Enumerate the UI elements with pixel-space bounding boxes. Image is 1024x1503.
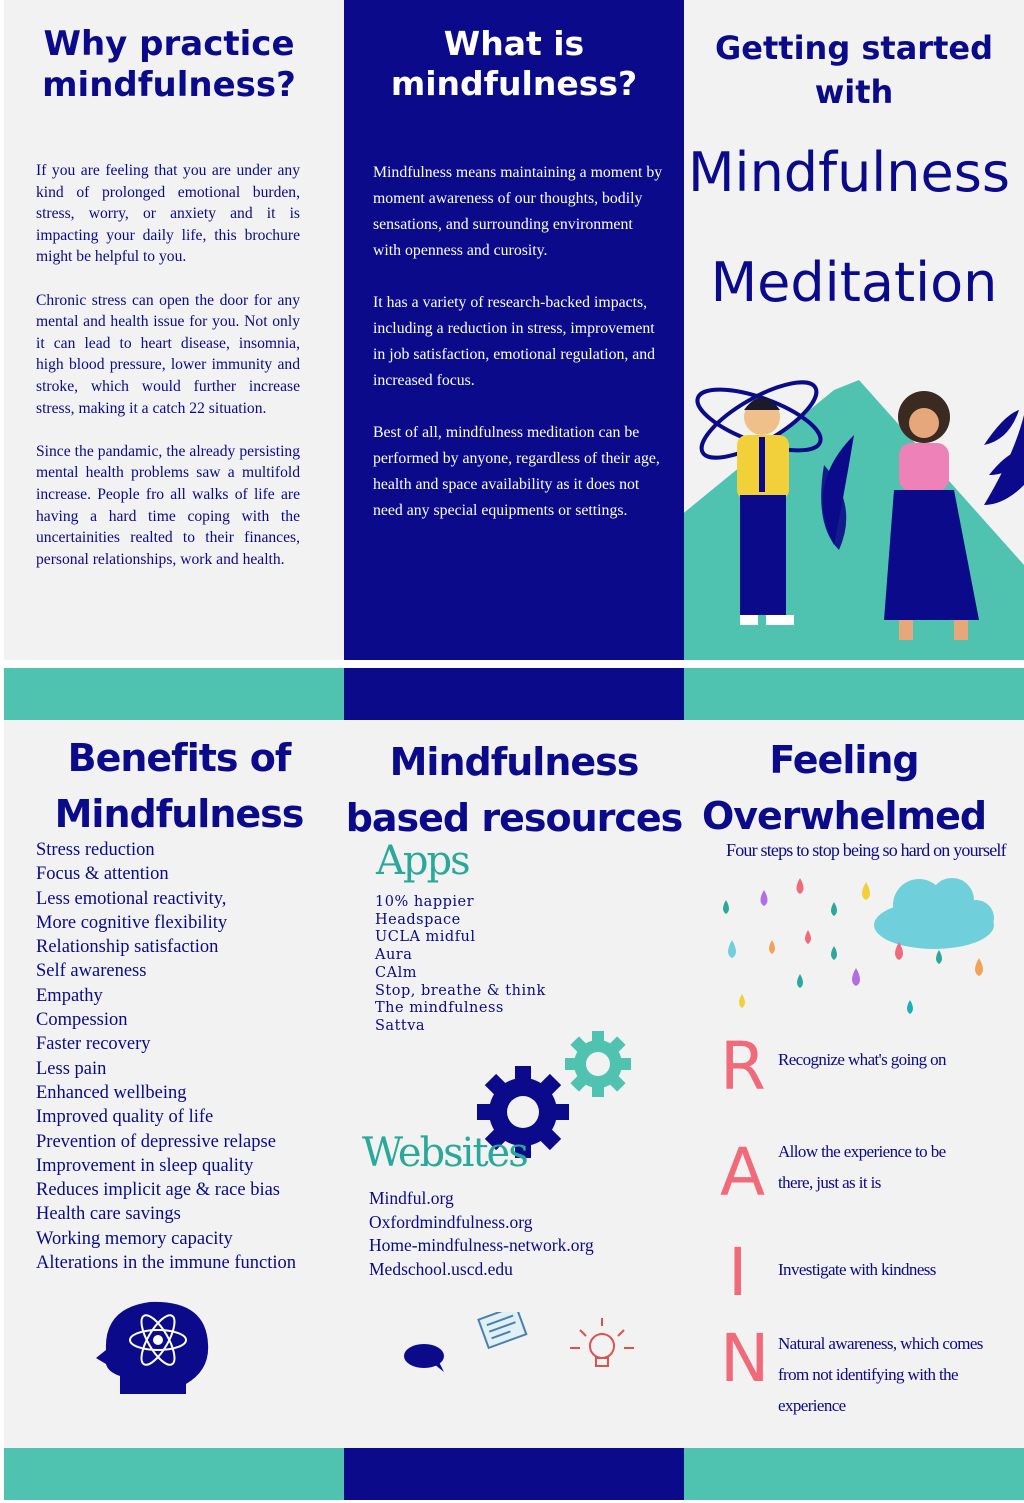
overwhelmed-subtitle: Four steps to stop being so hard on yourself	[726, 840, 1006, 860]
websites-heading: Websites	[362, 1130, 527, 1176]
why-title: Why practice mindfulness?	[42, 24, 296, 106]
rain-step-text: Allow the experience to be there, just as it is	[778, 1142, 946, 1192]
benefit-item: Health care savings	[36, 1204, 181, 1225]
benefit-item: Reduces implicit age & race bias	[36, 1180, 281, 1201]
app-item: CAlm	[375, 964, 417, 981]
divider-band-teal	[4, 1448, 344, 1500]
benefit-item: Empathy	[36, 985, 103, 1006]
what-title: What is mindfulness?	[390, 24, 638, 104]
benefit-item: Self awareness	[36, 961, 147, 982]
panel-why-practice	[4, 0, 344, 660]
benefit-item: Less pain	[36, 1058, 107, 1079]
rain-letter-a: A	[720, 1134, 766, 1211]
lightbulb-icon	[570, 1318, 634, 1366]
panel-resources	[344, 720, 684, 1448]
apps-heading: Apps	[376, 838, 469, 884]
benefits-title: Benefits of Mindfulness	[54, 736, 304, 836]
panel-benefits	[4, 720, 344, 1448]
rain-cloud-icon	[714, 870, 1004, 1030]
rain-step-text: Recognize what's going on	[778, 1050, 946, 1069]
benefit-item: Working memory capacity	[36, 1228, 233, 1249]
rain-letter-n: N	[720, 1320, 770, 1397]
resource-icons	[398, 1312, 648, 1382]
rain-step-text: Investigate with kindness	[778, 1260, 936, 1279]
benefit-item: Faster recovery	[36, 1034, 151, 1055]
divider-band-teal	[684, 1448, 1024, 1500]
divider-band-navy	[344, 1448, 684, 1500]
what-paragraph: Best of all, mindfulness meditation can be performed by anyone, regardless of their age, health and space availability as it does not need any special equipments or settings.	[373, 424, 660, 519]
cloud-icon	[874, 878, 994, 949]
resources-title: Mindfulness based resources	[345, 740, 683, 840]
notepad-icon	[478, 1312, 526, 1348]
stressed-people-illustration	[684, 355, 1024, 660]
panel-getting-started	[684, 0, 1024, 660]
start-title: Getting started with	[715, 29, 993, 111]
panel-overwhelmed	[684, 720, 1024, 1448]
apps-list	[375, 894, 546, 1036]
benefit-item: Prevention of depressive relapse	[36, 1131, 276, 1152]
app-item: UCLA midful	[375, 929, 476, 946]
app-item: Sattva	[375, 1017, 426, 1034]
website-link[interactable]: Medschool.uscd.edu	[369, 1258, 513, 1279]
websites-list	[369, 1187, 594, 1281]
benefit-item: Compession	[36, 1010, 128, 1031]
app-item: Aura	[375, 947, 413, 964]
website-link[interactable]: Home-mindfulness-network.org	[369, 1235, 594, 1255]
speech-bubble-icon	[404, 1344, 444, 1372]
benefit-item: More cognitive flexibility	[36, 912, 228, 933]
rain-step-text: Natural awareness, which comes from not identifying with the experience	[778, 1334, 983, 1415]
head-atom-icon	[90, 1298, 214, 1394]
benefit-item: Enhanced wellbeing	[36, 1082, 187, 1103]
what-paragraph: It has a variety of research-backed impacts, including a reduction in stress, improvement in job satisfaction, emotional regulation, and increased focus.	[373, 294, 656, 389]
divider-band-teal	[684, 668, 1024, 720]
why-paragraph: Since the pandamic, the already persisting mental health problems saw a multifold increase. People fro all walks of life are having a hard time coping with the uncertainities realted to their finances, personal relationships, work and health.	[36, 442, 300, 568]
website-link[interactable]: Mindful.org	[369, 1188, 454, 1208]
overwhelmed-title: Feeling Overwhelmed	[701, 738, 987, 838]
rain-letter-r: R	[720, 1028, 766, 1105]
benefit-item: Improvement in sleep quality	[36, 1155, 254, 1176]
benefit-item: Less emotional reactivity,	[36, 888, 227, 909]
benefit-item: Relationship satisfaction	[36, 937, 219, 958]
benefit-item: Focus & attention	[36, 864, 169, 885]
app-item: Headspace	[375, 911, 461, 928]
what-paragraph: Mindfulness means maintaining a moment by moment awareness of our thoughts, bodily sensations, and surrounding environment with openness and curosity.	[373, 164, 663, 259]
benefit-item: Improved quality of life	[36, 1107, 214, 1128]
website-link[interactable]: Oxfordmindfulness.org	[369, 1211, 533, 1232]
what-body	[373, 160, 663, 550]
app-item: The mindfulness	[375, 1000, 504, 1017]
teal-gear-icon	[565, 1031, 631, 1097]
benefits-list	[36, 838, 296, 1275]
benefit-item: Stress reduction	[36, 840, 155, 860]
panel-what-is	[344, 0, 684, 660]
why-body	[36, 160, 300, 592]
start-big-mindfulness: Mindfulness	[687, 141, 1011, 204]
why-paragraph: If you are feeling that you are under any kind of prolonged emotional burden, stress, worry, or anxiety and it is impacting your daily life, this brochure might be helpful to you.	[36, 162, 300, 266]
divider-band-navy	[344, 668, 684, 720]
app-item: 10% happier	[375, 894, 475, 910]
app-item: Stop, breathe & think	[375, 982, 546, 999]
start-big-meditation: Meditation	[710, 251, 998, 314]
benefit-item: Alterations in the immune function	[36, 1253, 296, 1274]
why-paragraph: Chronic stress can open the door for any mental and health issue for you. Not only it can lead to heart disease, insomnia, high blood pressure, lower immunity and stroke, which would further increase stress, making it a catch 22 situation.	[36, 291, 300, 417]
rain-letter-i: I	[728, 1234, 748, 1311]
divider-band-teal	[4, 668, 344, 720]
